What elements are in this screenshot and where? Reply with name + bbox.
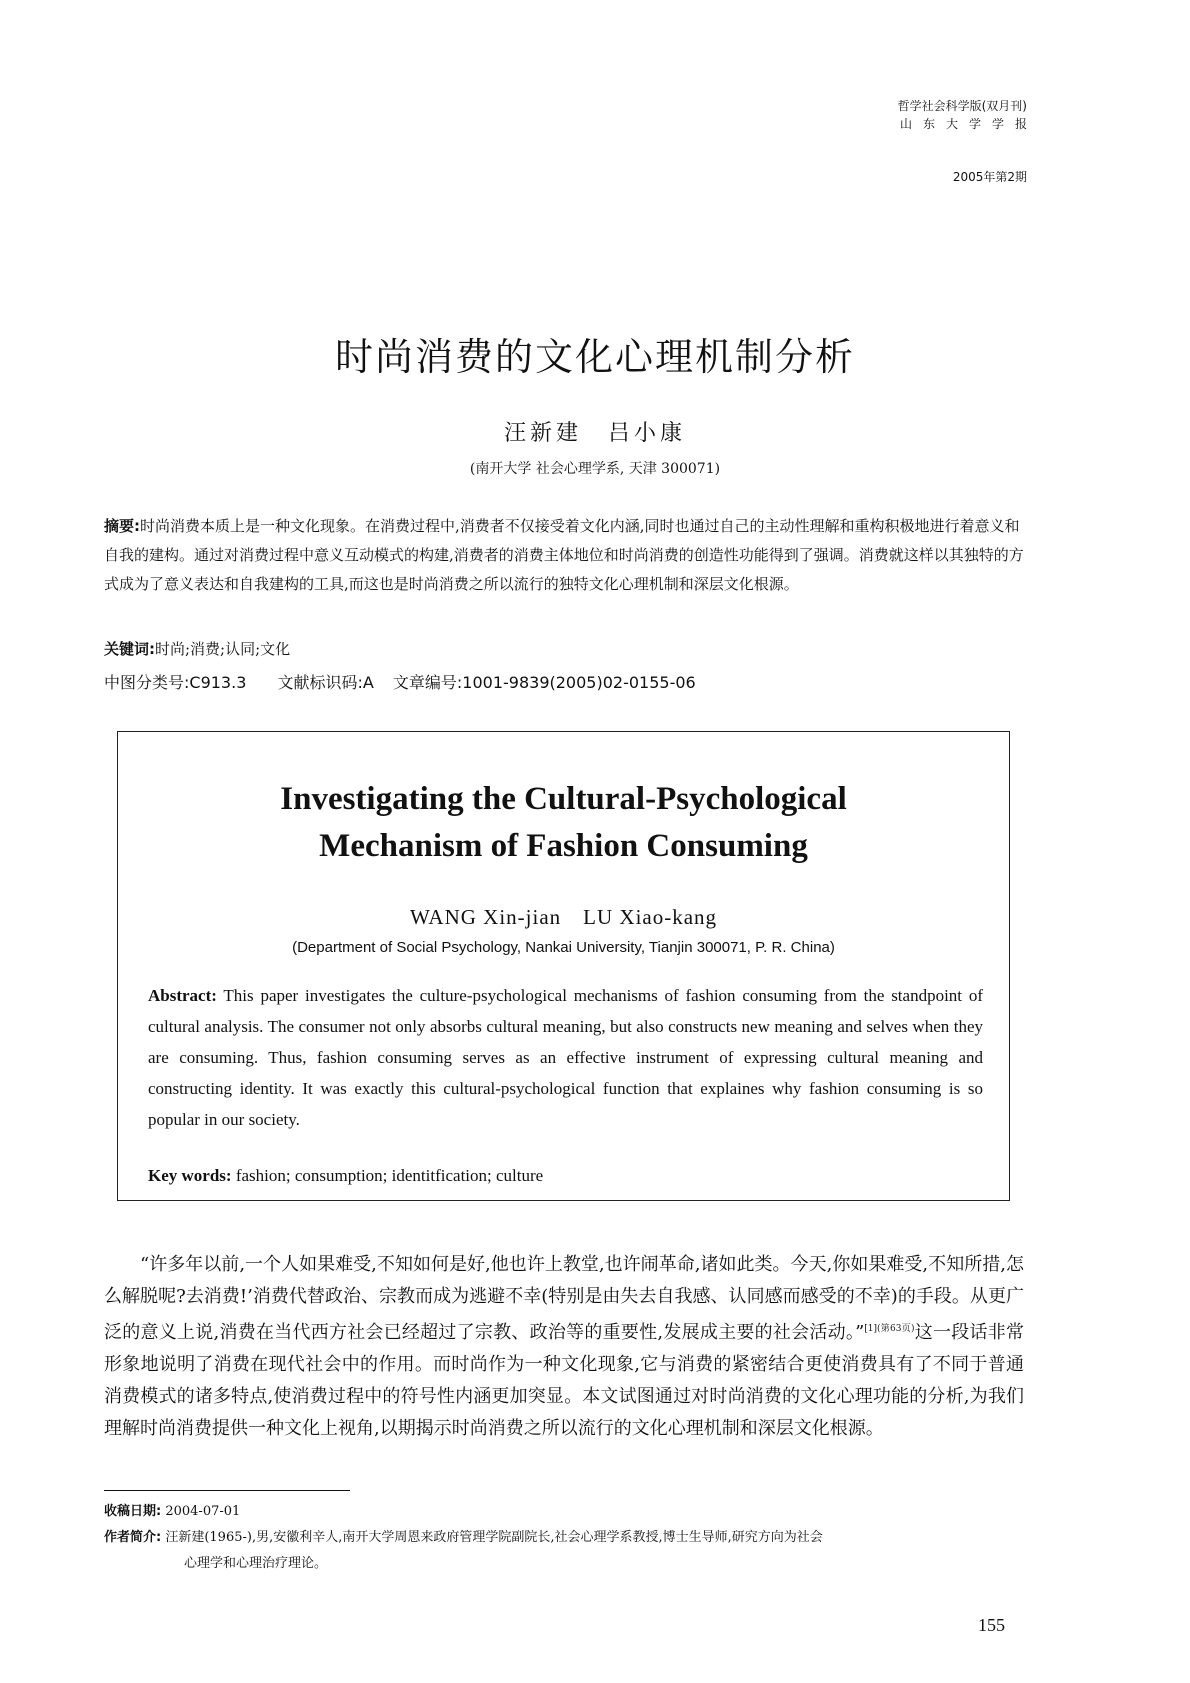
english-title-line-1: Investigating the Cultural-Psychological [280, 781, 847, 817]
paper-title-cn: 时尚消费的文化心理机制分析 [334, 335, 855, 379]
document-code: 文献标识码:A [277, 673, 374, 692]
journal-header [897, 97, 1038, 133]
body-paragraph [104, 1249, 1024, 1445]
abstract-cn [104, 512, 1024, 599]
article-number: 文章编号:1001-9839(2005)02-0155-06 [392, 673, 696, 692]
page-number: 155 [978, 1615, 1005, 1635]
author-bio-label: 作者简介: [104, 1530, 162, 1545]
journal-name: 山东大学学报 [899, 117, 1038, 131]
english-title [118, 776, 1009, 870]
english-title-line-2: Mechanism of Fashion Consuming [319, 828, 808, 864]
english-keywords-label: Key words: [148, 1166, 232, 1185]
body-paragraph-part-2: 这一段话非常形象地说明了消费在现代社会中的作用。而时尚作为一种文化现象,它与消费的紧密结合更使消费具有了不同于普通消费模式的诸多特点,使消费过程中的符号性内涵更加突显。本文试图通过对时尚消费的文化心理功能的分析,为我们理解时尚消费提供一种文化上视角,以期揭示时尚消费之所以流行的文化心理机制和深层文化根源。 [104, 1322, 1024, 1439]
clc-number: 中图分类号:C913.3 [104, 673, 247, 692]
english-abstract [148, 980, 983, 1135]
english-abstract-label: Abstract: [148, 986, 217, 1005]
author-bio [104, 1526, 823, 1550]
received-date-label: 收稿日期: [104, 1504, 162, 1519]
abstract-cn-label: 摘要: [104, 517, 140, 535]
author-bio-line-1: 汪新建(1965-),男,安徽利辛人,南开大学周恩来政府管理学院副院长,社会心理学系教授,博士生导师,研究方向为社会 [165, 1530, 823, 1545]
english-affiliation: (Department of Social Psychology, Nankai University, Tianjin 300071, P. R. China) [292, 939, 835, 956]
english-keywords-text: fashion; consumption; identitfication; culture [235, 1166, 544, 1185]
received-date [104, 1500, 240, 1524]
keywords-cn-label: 关键词: [104, 640, 155, 658]
received-date-value: 2004-07-01 [165, 1504, 241, 1519]
classification-line [104, 670, 722, 693]
body-paragraph-part-1: “许多年以前,一个人如果难受,不知如何是好,他也许上教堂,也许闹革命,诸如此类。今天,你如果难受,不知所措,怎么解脱呢?去消费!’消费代替政治、宗教而成为逃避不幸(特别是由失去自我感、认同感而感受的不幸)的手段。从更广泛的意义上说,消费在当代西方社会已经超过了宗教、政治等的重要性,发展成主要的社会活动。” [104, 1254, 1024, 1343]
english-abstract-box [117, 731, 1010, 1201]
citation-marker: [1](第63页) [864, 1324, 915, 1334]
journal-edition: 哲学社会科学版(双月刊) [897, 99, 1027, 113]
abstract-cn-text: 时尚消费本质上是一种文化现象。在消费过程中,消费者不仅接受着文化内涵,同时也通过自己的主动性理解和重构积极地进行着意义和自我的建构。通过对消费过程中意义互动模式的构建,消费者的消费主体地位和时尚消费的创造性功能得到了强调。消费就这样以其独特的方式成为了意义表达和自我建构的工具,而这也是时尚消费之所以流行的独特文化心理机制和深层文化根源。 [104, 517, 1024, 593]
keywords-cn-text: 时尚;消费;认同;文化 [155, 640, 291, 658]
keywords-cn [104, 638, 290, 659]
author-bio-line-2: 心理学和心理治疗理论。 [184, 1556, 328, 1571]
authors-cn: 汪新建 吕小康 [503, 421, 686, 446]
english-abstract-text: This paper investigates the culture-psychological mechanisms of fashion consuming from the standpoint of cultural analysis. The consumer not only absorbs cultural meaning, but also constructs new meaning and selves when they are consuming. Thus, fashion consuming serves as an effective instrument of expressing cultural meaning and constructing identity. It was exactly this cultural-psychological function that explaines why fashion consuming is so popular in our society. [148, 986, 983, 1129]
body-text [104, 1249, 1024, 1445]
english-keywords [148, 1166, 543, 1186]
english-authors: WANG Xin-jian LU Xiao-kang [409, 905, 718, 929]
affiliation-cn: (南开大学 社会心理学系, 天津 300071) [469, 461, 721, 477]
journal-issue: 2005年第2期 [952, 170, 1027, 184]
footnote-divider [104, 1490, 350, 1491]
